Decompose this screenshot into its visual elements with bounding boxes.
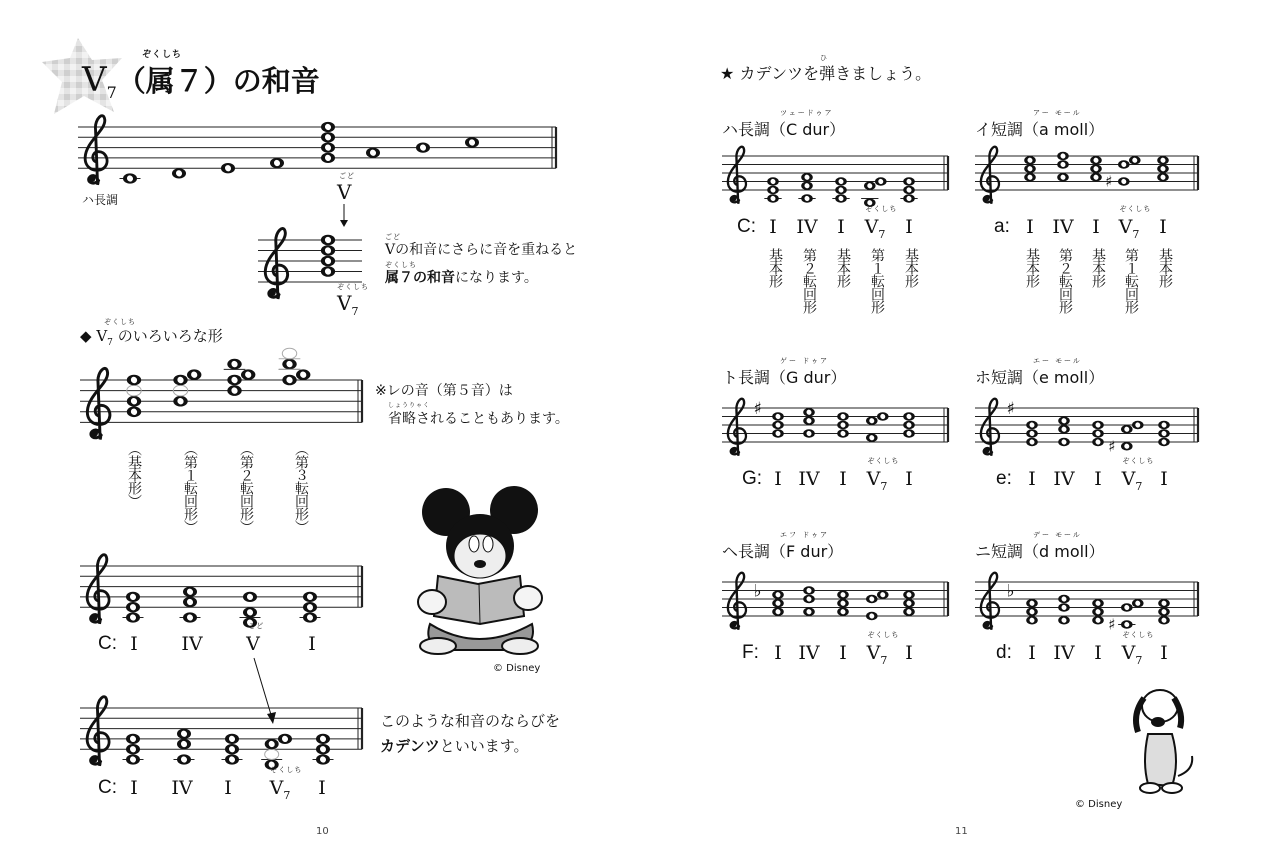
roman-numeral bbox=[896, 216, 922, 238]
numeral-sub: 7 bbox=[283, 788, 291, 802]
chord-form-label: 第１転回形 bbox=[1123, 248, 1139, 313]
chord bbox=[1092, 599, 1104, 625]
key-label: G: bbox=[742, 468, 763, 489]
roman-numeral bbox=[309, 777, 335, 799]
note-text-2: 省略されることもあります。 bbox=[388, 411, 569, 427]
chord bbox=[1058, 595, 1070, 625]
numeral-text: IV bbox=[1053, 468, 1075, 490]
star-bullet-icon: ★ bbox=[720, 64, 735, 83]
chord-form-label: 第１転回形 bbox=[869, 248, 885, 313]
treble-clef-dot bbox=[731, 448, 737, 454]
numeral-ruby: ぞくしち bbox=[270, 766, 303, 774]
v7-ruby: ぞくしち bbox=[337, 283, 369, 291]
copyright-right: © Disney bbox=[1075, 799, 1123, 810]
roman-numeral bbox=[1150, 216, 1176, 238]
omitted-note bbox=[265, 749, 279, 759]
page-number-right: 11 bbox=[955, 826, 968, 837]
roman-numeral bbox=[121, 633, 147, 655]
chord bbox=[1090, 156, 1102, 182]
treble-clef-dot bbox=[984, 196, 990, 202]
numeral-text: I bbox=[839, 642, 847, 664]
cadence-title-ruby: アー モール bbox=[1033, 109, 1082, 117]
roman-numeral bbox=[830, 642, 856, 664]
explain-ruby-2: ぞくしち bbox=[385, 261, 417, 269]
numeral-text: V bbox=[269, 777, 284, 799]
numeral-text: I bbox=[224, 777, 232, 799]
chord bbox=[172, 168, 186, 178]
chord bbox=[1058, 417, 1070, 447]
forms-heading bbox=[80, 318, 223, 348]
treble-clef-icon bbox=[981, 147, 999, 204]
numeral-text: IV bbox=[181, 633, 203, 655]
scale-label: ハ長調 bbox=[82, 193, 119, 207]
chord bbox=[416, 142, 430, 152]
chord bbox=[1026, 599, 1038, 625]
numeral-ruby: ぞくしち bbox=[865, 205, 898, 213]
chord bbox=[366, 148, 380, 158]
chord-form-label: 基本形 bbox=[1090, 248, 1106, 287]
numeral-sub: 7 bbox=[878, 227, 886, 241]
treble-clef-icon bbox=[85, 116, 107, 185]
roman-numeral bbox=[760, 216, 786, 238]
explain-text-2: になります。 bbox=[455, 270, 538, 286]
numeral-text: IV bbox=[171, 777, 193, 799]
numeral-text: I bbox=[1028, 468, 1036, 490]
cadence-rest: といいます。 bbox=[439, 737, 529, 755]
sharp-accidental-icon: ♯ bbox=[1108, 615, 1116, 634]
numeral-text: I bbox=[839, 468, 847, 490]
chord bbox=[803, 586, 815, 616]
roman-numeral bbox=[1051, 642, 1077, 664]
explain-line-1 bbox=[385, 233, 578, 259]
staff bbox=[722, 147, 948, 207]
treble-clef-icon bbox=[87, 697, 109, 766]
key-label: a: bbox=[994, 216, 1010, 237]
roman-numeral bbox=[1151, 642, 1177, 664]
numeral-text: I bbox=[769, 216, 777, 238]
numeral-text: V bbox=[246, 633, 260, 655]
title-sub: 7 bbox=[106, 82, 117, 102]
key-label: F: bbox=[742, 642, 759, 663]
cadence-title-text: ヘ長調（F dur） bbox=[722, 542, 844, 561]
chord-form-label: 第２転回形 bbox=[801, 248, 817, 313]
roman-numeral bbox=[830, 468, 856, 490]
sharp-accidental-icon: ♯ bbox=[1108, 437, 1116, 456]
cadence-title-text: イ短調（a moll） bbox=[975, 120, 1105, 139]
numeral-text: I bbox=[318, 777, 326, 799]
roman-numeral bbox=[121, 777, 147, 799]
roman-numeral bbox=[862, 205, 898, 241]
numeral-text: I bbox=[905, 642, 913, 664]
treble-clef-dot bbox=[984, 448, 990, 454]
chord-form-label: 基本形 bbox=[767, 248, 783, 287]
inversion-label: （第３転回形） bbox=[293, 442, 309, 533]
chord-form-label: 第２転回形 bbox=[1057, 248, 1073, 313]
chord-form-label: 基本形 bbox=[903, 248, 919, 287]
numeral-text: I bbox=[1092, 216, 1100, 238]
copyright-left: © Disney bbox=[493, 663, 541, 674]
cadence-title-ruby: デー モール bbox=[1033, 531, 1082, 539]
note-line-1: ※レの音（第５音）は bbox=[375, 383, 513, 399]
roman-numeral bbox=[240, 622, 266, 655]
numeral-text: I bbox=[837, 216, 845, 238]
chord bbox=[1026, 421, 1038, 447]
roman-numeral bbox=[1050, 216, 1076, 238]
numeral-sub: 7 bbox=[880, 479, 888, 493]
chord-form-label: 基本形 bbox=[1024, 248, 1040, 287]
numeral-text: I bbox=[130, 777, 138, 799]
title-numeral: V bbox=[82, 60, 107, 100]
v7-sub: 7 bbox=[351, 305, 359, 318]
roman-numeral bbox=[1119, 457, 1155, 493]
explain-numeral: V bbox=[385, 242, 396, 258]
numeral-sub: 7 bbox=[1135, 653, 1143, 667]
treble-clef-icon bbox=[728, 147, 746, 204]
numeral-text: V bbox=[1121, 468, 1136, 490]
roman-numeral bbox=[765, 468, 791, 490]
key-label: C: bbox=[98, 633, 117, 654]
staff bbox=[722, 399, 948, 456]
numeral-ruby: ぞくしち bbox=[1122, 631, 1155, 639]
numeral-text: IV bbox=[798, 468, 820, 490]
roman-numeral bbox=[1019, 468, 1045, 490]
numeral-text: I bbox=[1094, 642, 1102, 664]
key-label: e: bbox=[996, 468, 1012, 489]
treble-clef-icon bbox=[728, 573, 746, 630]
chord bbox=[1057, 152, 1069, 182]
staff bbox=[722, 573, 948, 630]
cadence-title-text: ハ長調（C dur） bbox=[722, 120, 846, 139]
cadence-text-1: このような和音のならびを bbox=[380, 712, 561, 730]
chord bbox=[798, 173, 815, 203]
numeral-text: I bbox=[1028, 642, 1036, 664]
numeral-text: IV bbox=[1053, 642, 1075, 664]
sharp-key-signature-icon: ♯ bbox=[1006, 398, 1015, 419]
roman-numeral bbox=[1019, 642, 1045, 664]
numeral-ruby: ぞくしち bbox=[867, 457, 900, 465]
inversion-label: （基本形） bbox=[126, 442, 142, 507]
numeral-ruby: ごど bbox=[248, 622, 265, 630]
numeral-text: I bbox=[1159, 216, 1167, 238]
roman-numeral bbox=[896, 642, 922, 664]
explain-ruby-1: ごど bbox=[385, 233, 401, 241]
sharp-accidental-icon: ♯ bbox=[1105, 172, 1113, 191]
chord bbox=[772, 591, 784, 617]
chord bbox=[1108, 421, 1143, 456]
numeral-sub: 7 bbox=[1135, 479, 1143, 493]
treble-clef-icon bbox=[87, 555, 109, 624]
roman-numeral bbox=[1017, 216, 1043, 238]
forms-numeral: V bbox=[96, 327, 108, 345]
key-label: C: bbox=[737, 216, 756, 237]
staff bbox=[80, 697, 362, 770]
numeral-ruby: ぞくしち bbox=[1122, 457, 1155, 465]
chord bbox=[173, 729, 194, 765]
heading-text: カデンツを弾きましょう。 bbox=[739, 64, 932, 83]
numeral-ruby: ぞくしち bbox=[867, 631, 900, 639]
page-title bbox=[82, 50, 320, 102]
cadence-title-ruby: エフ ドゥア bbox=[780, 531, 830, 539]
numeral-text: I bbox=[905, 468, 913, 490]
numeral-ruby: ぞくしち bbox=[1119, 205, 1152, 213]
v-numeral: V bbox=[337, 180, 352, 204]
numeral-text: I bbox=[905, 216, 913, 238]
treble-clef-icon bbox=[728, 399, 746, 456]
roman-numeral bbox=[796, 468, 822, 490]
numeral-text: I bbox=[1160, 642, 1168, 664]
treble-clef-icon bbox=[981, 573, 999, 630]
staff bbox=[78, 116, 556, 185]
chord bbox=[270, 158, 284, 168]
cadence-title-text: ホ短調（e moll） bbox=[975, 368, 1105, 387]
treble-clef-icon bbox=[981, 399, 999, 456]
key-label: C: bbox=[98, 777, 117, 798]
cadence-title bbox=[722, 531, 844, 561]
chord bbox=[321, 235, 335, 277]
numeral-text: I bbox=[308, 633, 316, 655]
forms-text: のいろいろな形 bbox=[117, 327, 223, 345]
chord bbox=[903, 591, 915, 617]
treble-clef-dot bbox=[984, 622, 990, 628]
roman-numeral bbox=[299, 633, 325, 655]
staff bbox=[80, 348, 362, 439]
v-ruby: ごど bbox=[339, 172, 355, 180]
roman-numeral bbox=[1116, 205, 1152, 241]
treble-clef-icon bbox=[87, 368, 110, 439]
roman-numeral bbox=[267, 766, 303, 802]
forms-sub: 7 bbox=[107, 338, 113, 348]
arrow-icon bbox=[248, 656, 284, 726]
treble-clef-dot bbox=[731, 622, 737, 628]
roman-numeral bbox=[1051, 468, 1077, 490]
numeral-sub: 7 bbox=[880, 653, 888, 667]
heading-ruby: ひ bbox=[820, 54, 828, 62]
note-line-2 bbox=[388, 402, 569, 428]
staff bbox=[975, 147, 1198, 204]
chord bbox=[1158, 421, 1170, 447]
inversion-label: （第１転回形） bbox=[182, 442, 198, 533]
numeral-text: I bbox=[1160, 468, 1168, 490]
roman-numeral bbox=[215, 777, 241, 799]
numeral-text: I bbox=[774, 468, 782, 490]
roman-numeral bbox=[1083, 216, 1109, 238]
arrow-down-icon bbox=[338, 204, 350, 228]
roman-numeral bbox=[864, 631, 900, 667]
chord-form-label: 基本形 bbox=[1157, 248, 1173, 287]
numeral-text: V bbox=[1121, 642, 1136, 664]
roman-numeral bbox=[1085, 642, 1111, 664]
numeral-text: I bbox=[1026, 216, 1034, 238]
staff bbox=[975, 573, 1198, 634]
chord bbox=[321, 122, 335, 163]
mickey-reading-illustration bbox=[408, 484, 548, 660]
chord bbox=[221, 163, 235, 173]
numeral-text: IV bbox=[1052, 216, 1074, 238]
cadence-title bbox=[722, 109, 846, 139]
staff bbox=[975, 399, 1198, 456]
cadence-title bbox=[975, 109, 1105, 139]
cadence-text-2 bbox=[380, 737, 529, 755]
treble-clef-dot bbox=[91, 429, 98, 436]
diamond-bullet-icon: ◆ bbox=[80, 327, 92, 345]
chord bbox=[179, 587, 200, 623]
chord bbox=[772, 412, 784, 438]
chord bbox=[119, 173, 140, 183]
treble-clef-dot bbox=[90, 614, 97, 621]
cadence-title bbox=[975, 357, 1105, 387]
pluto-illustration bbox=[1128, 684, 1198, 796]
treble-clef-dot bbox=[88, 175, 95, 182]
key-label: d: bbox=[996, 642, 1012, 663]
roman-numeral bbox=[1119, 631, 1155, 667]
roman-numeral bbox=[169, 777, 195, 799]
chord bbox=[1092, 421, 1104, 447]
cadence-title-ruby: ゲー ドゥア bbox=[780, 357, 830, 365]
v7-label bbox=[337, 283, 369, 318]
chord-form-label: 基本形 bbox=[835, 248, 851, 287]
treble-clef-dot bbox=[90, 756, 97, 763]
cadence-title-text: ト長調（G dur） bbox=[722, 368, 847, 387]
chord bbox=[837, 591, 849, 617]
roman-numeral bbox=[1085, 468, 1111, 490]
explain-line-2 bbox=[385, 261, 538, 287]
cadence-bold: カデンツ bbox=[380, 737, 440, 755]
title-ruby: ぞくしち bbox=[142, 50, 183, 60]
numeral-sub: 7 bbox=[1132, 227, 1140, 241]
numeral-text: V bbox=[866, 642, 881, 664]
v7-numeral: V bbox=[337, 291, 352, 315]
title-text: （属７）の和音 bbox=[116, 64, 320, 98]
v-label bbox=[337, 172, 355, 204]
cadence-title bbox=[722, 357, 847, 387]
numeral-text: IV bbox=[796, 216, 818, 238]
inversion-label: （第２転回形） bbox=[238, 442, 254, 533]
explain-bold: 属７の和音 bbox=[385, 270, 455, 286]
staff bbox=[80, 555, 362, 628]
roman-numeral bbox=[796, 642, 822, 664]
flat-key-signature-icon: ♭ bbox=[1006, 581, 1015, 602]
page-number-left: 10 bbox=[316, 826, 329, 837]
cadence-title bbox=[975, 531, 1105, 561]
omitted-note bbox=[282, 348, 296, 359]
note-ruby: しょうりゃく bbox=[388, 402, 431, 409]
numeral-text: I bbox=[1094, 468, 1102, 490]
cadence-title-text: ニ短調（d moll） bbox=[975, 542, 1105, 561]
chord bbox=[127, 375, 141, 417]
numeral-text: I bbox=[774, 642, 782, 664]
chord bbox=[903, 412, 915, 438]
roman-numeral bbox=[828, 216, 854, 238]
roman-numeral bbox=[179, 633, 205, 655]
chord bbox=[1157, 156, 1169, 182]
forms-ruby: ぞくしち bbox=[104, 318, 136, 326]
treble-clef-dot bbox=[269, 289, 276, 296]
right-heading bbox=[720, 54, 932, 83]
chord bbox=[1158, 599, 1170, 625]
numeral-text: V bbox=[1118, 216, 1133, 238]
chord bbox=[837, 412, 849, 438]
roman-numeral bbox=[794, 216, 820, 238]
chord bbox=[803, 408, 815, 438]
roman-numeral bbox=[896, 468, 922, 490]
explain-text-1: の和音にさらに音を重ねると bbox=[395, 242, 578, 258]
roman-numeral bbox=[864, 457, 900, 493]
chord bbox=[465, 137, 479, 147]
roman-numeral bbox=[1151, 468, 1177, 490]
numeral-text: V bbox=[866, 468, 881, 490]
numeral-text: I bbox=[130, 633, 138, 655]
treble-clef-icon bbox=[265, 229, 287, 299]
sharp-key-signature-icon: ♯ bbox=[753, 398, 762, 419]
roman-numeral bbox=[765, 642, 791, 664]
cadence-title-ruby: ツェードゥア bbox=[780, 109, 834, 117]
numeral-text: IV bbox=[798, 642, 820, 664]
treble-clef-dot bbox=[731, 196, 737, 202]
cadence-title-ruby: エー モール bbox=[1033, 357, 1082, 365]
flat-key-signature-icon: ♭ bbox=[753, 581, 762, 602]
numeral-text: V bbox=[864, 216, 879, 238]
chord bbox=[1024, 156, 1036, 182]
